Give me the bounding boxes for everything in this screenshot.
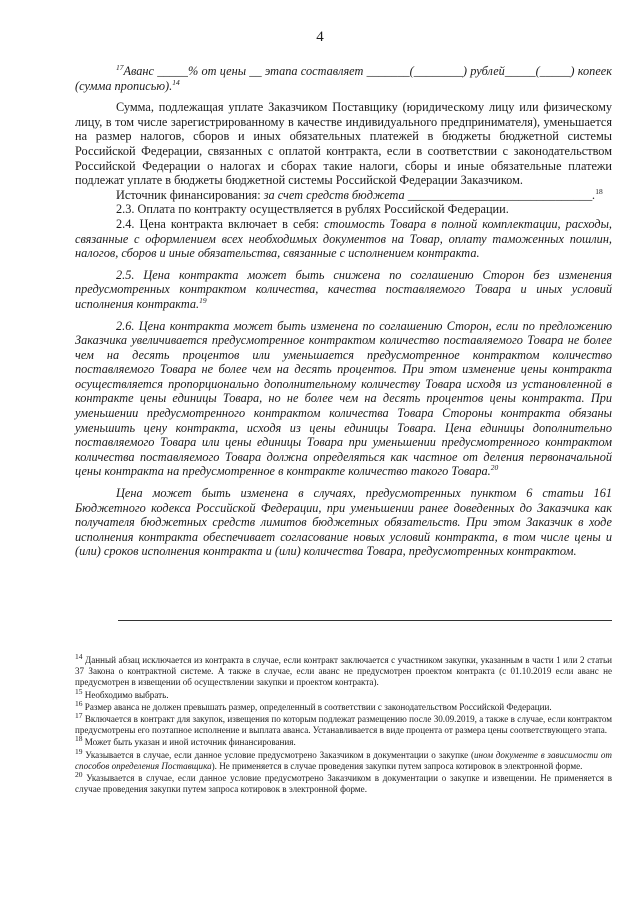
- footnote-number: 14: [75, 651, 83, 661]
- footnote-number: 19: [75, 746, 83, 756]
- footnote: [75, 734, 612, 748]
- funding-label: Источник финансирования:: [116, 187, 264, 202]
- clause-2-4: [75, 217, 612, 261]
- clause-2-3: 2.3. Оплата по контракту осуществляется в рублях Российской Федерации.: [116, 202, 509, 217]
- footnote-ref: 14: [172, 77, 180, 87]
- footnote-ref: 17: [116, 62, 124, 72]
- page-number: 4: [316, 29, 324, 45]
- advance-paragraph: [75, 64, 612, 93]
- footnote-italic: ином документе в зависимости от способов определения Поставщика: [75, 749, 612, 771]
- footnote: [75, 770, 612, 795]
- footnote: [75, 746, 612, 772]
- footnote: [75, 651, 612, 689]
- funding-paragraph: [75, 188, 612, 203]
- footnote-text: Указывается в случае, если данное условие предусмотрено Заказчиком в документации о закупке (: [85, 749, 474, 760]
- clause-2-5-text: 2.5. Цена контракта может быть снижена по соглашению Сторон без изменения предусмотренных контрактом количества, качества поставляемого Товара и иных условий исполнения контракта.: [75, 267, 612, 311]
- footnote: [75, 710, 612, 736]
- footnote-text: Включается в контракт для закупок, извещения по которым подлежат размещению после 30.09.2019, а также в случае, если контрактом предусмотрены его поэтапное исполнение и выплата аванса. Устанавливается в виде процента от размера цены соответствующего этапа.: [75, 714, 612, 736]
- footnote: [75, 698, 612, 713]
- footnote-text: Данный абзац исключается из контракта в случае, если контракт заключается с участником закупки, указанным в части 1 или 2 статьи 37 Закона о контрактной системе. А также в случае, если аванс не предусмотрен проектом контракта (с 01.10.2019 если аванс не предусмотрен в извещении об осуществлении закупки и проектом контракта).: [75, 655, 612, 688]
- clause-2-6: [75, 319, 612, 480]
- advance-text: Аванс _____% от цены __ этапа составляет _______(________) рублей_____(_____) копеек (сумма прописью).: [75, 64, 612, 93]
- clause-2-4-label: 2.4. Цена контракта включает в себя:: [116, 216, 325, 231]
- amount-paragraph: Сумма, подлежащая уплате Заказчиком Поставщику (юридическому лицу или физическому лицу, в том числе зарегистрированному в качестве индивидуального предпринимателя), уменьшается на размер налогов, сборов и иных обязательных платежей в бюджеты бюджетной системы Российской Федерации, связанных с оплатой контракта, если в соответствии с законодательством Российской Федерации о налогах и сборах такие налоги, сборы и иные обязательные платежи подлежат уплате в бюджеты бюджетной системы Российской Федерации Заказчиком.: [75, 100, 612, 188]
- footnote-text: Необходимо выбрать.: [84, 689, 169, 700]
- footnote-number: 18: [75, 734, 83, 744]
- clause-2-5: [75, 268, 612, 312]
- footnote-divider: [118, 620, 612, 621]
- footnote-number: 15: [75, 686, 83, 696]
- footnote-ref: 19: [199, 295, 207, 305]
- clause-161-paragraph: Цена может быть изменена в случаях, предусмотренных пунктом 6 статьи 161 Бюджетного кодекса Российской Федерации, при уменьшении ранее доведенных до Заказчика как получателя бюджетных средств лимитов бюджетных обязательств. При этом Заказчик в ходе исполнения контракта обеспечивает согласование новых условий контракта, в том числе цены и (или) сроков исполнения контракта и (или) количества Товара, предусмотренных контрактом.: [75, 486, 612, 559]
- footnote-tail: ). Не применяется в случае проведения закупки путем запроса котировок в электронной форме.: [211, 760, 583, 771]
- funding-value: за счет средств бюджета ______________________________.: [263, 187, 596, 202]
- footnote-ref: 18: [595, 186, 603, 196]
- footnotes: [75, 651, 612, 796]
- footnote: [75, 686, 612, 701]
- footnote-number: 17: [75, 710, 83, 720]
- clause-2-6-text: 2.6. Цена контракта может быть изменена по соглашению Сторон, если по предложению Заказчика увеличивается предусмотренное контрактом количество поставляемого Товара не более чем на десять процентов или уменьшается предусмотренное контрактом количество поставляемого Товара не более чем на десять процентов. При этом изменение цены контракта осуществляется пропорционально дополнительному количеству Товара исходя из установленной в контракте цены единицы Товара, но не более чем на десять процентов цены контракта. При уменьшении предусмотренного контрактом количества Товара Стороны контракта обязаны уменьшить цену контракта, исходя из цены единицы Товара. Цена единицы дополнительно поставляемого Товара или цены единицы Товара при уменьшении предусмотренного контрактом количества поставляемого Товара должна определяться как частное от деления первоначальной цены контракта на предусмотренное в контракте количество такого Товара.: [75, 318, 612, 479]
- document-body: [75, 64, 612, 559]
- footnote-text: Размер аванса не должен превышать размер, определенный в соответствии с законодательством Российской Федерации.: [84, 701, 552, 712]
- footnote-number: 16: [75, 698, 83, 708]
- clause-2-4-text: стоимость Товара в полной комплектации, расходы, связанные с оформлением всех необходимых документов на Товар, оплату таможенных пошлин, налогов, сборов и иные обязательства, связанные с исполнением контракта.: [75, 216, 612, 261]
- footnote-text: Может быть указан и иной источник финансирования.: [84, 737, 296, 748]
- footnote-number: 20: [75, 770, 83, 779]
- footnote-text: Указывается в случае, если данное условие предусмотрено Заказчиком в документации о закупке и извещении. Не применяется в случае проведения закупки путем запроса котировок в электронной форме.: [75, 773, 612, 795]
- footnote-ref: 20: [490, 463, 499, 473]
